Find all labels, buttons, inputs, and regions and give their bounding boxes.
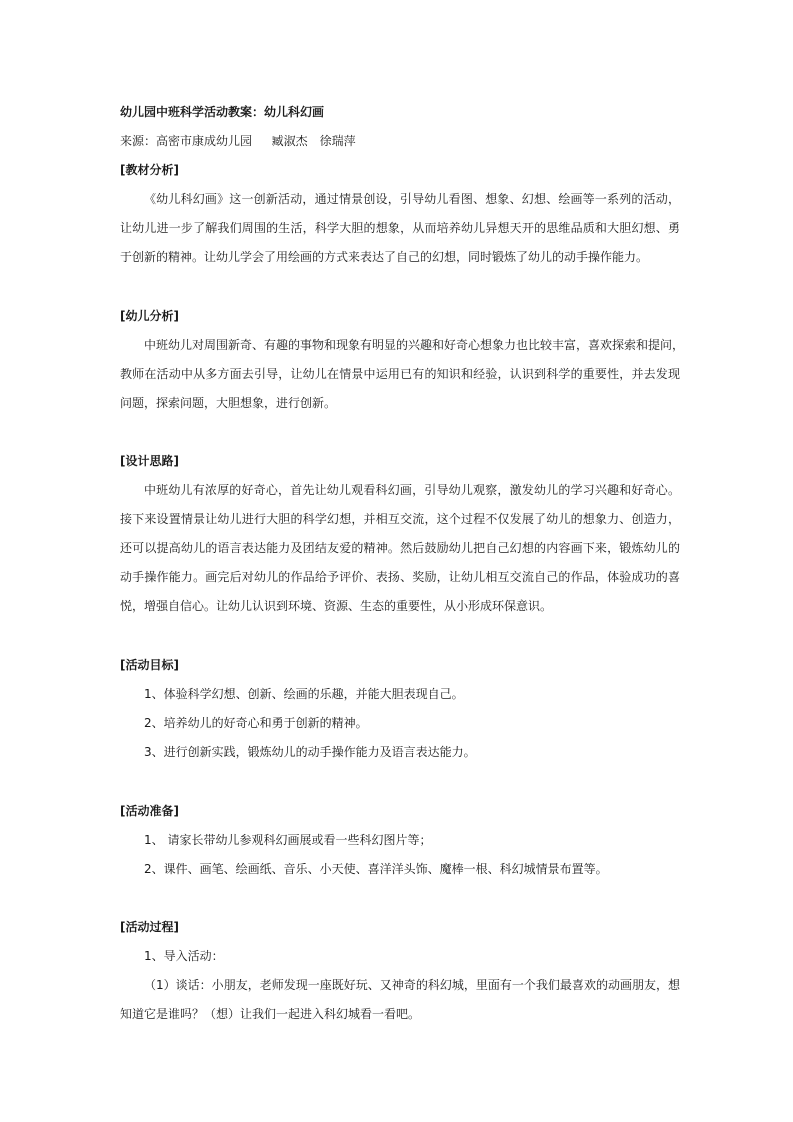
list-item: 1、 请家长带幼儿参观科幻画展或看一些科幻图片等； — [144, 833, 432, 847]
heading-child-analysis: [幼儿分析] — [120, 309, 179, 323]
paragraph-line: 《幼儿科幻画》这一创新活动，通过情景创设，引导幼儿看图、想象、幻想、绘画等一系列的活动， — [144, 192, 680, 206]
paragraph-line: 中班幼儿有浓厚的好奇心，首先让幼儿观看科幻画，引导幼儿观察，激发幼儿的学习兴趣和好奇心。 — [144, 483, 680, 497]
list-item: 2、培养幼儿的好奇心和勇于创新的精神。 — [144, 716, 368, 730]
paragraph-line: （1）谈话：小朋友，老师发现一座既好玩、又神奇的科幻城，里面有一个我们最喜欢的动画朋友，想 — [144, 978, 680, 992]
paragraph-line: 悦，增强自信心。让幼儿认识到环境、资源、生态的重要性，从小形成环保意识。 — [120, 599, 553, 613]
heading-process: [活动过程] — [120, 920, 179, 934]
list-item: 1、体验科学幻想、创新、绘画的乐趣，并能大胆表现自己。 — [144, 687, 464, 701]
list-item: 3、进行创新实践，锻炼幼儿的动手操作能力及语言表达能力。 — [144, 745, 476, 759]
paragraph-line: 问题，探索问题，大胆想象，进行创新。 — [120, 396, 337, 410]
paragraph-line: 教师在活动中从多方面去引导，让幼儿在情景中运用已有的知识和经验，认识到科学的重要性，并去发现 — [120, 367, 680, 381]
document-title: 幼儿园中班科学活动教案：幼儿科幻画 — [120, 105, 325, 119]
paragraph-line: 于创新的精神。让幼儿学会了用绘画的方式来表达了自己的幻想，同时锻炼了幼儿的动手操作能力。 — [120, 250, 649, 264]
paragraph-line: 知道它是谁吗？（想）让我们一起进入科幻城看一看吧。 — [120, 1007, 421, 1021]
paragraph-line: 中班幼儿对周围新奇、有趣的事物和现象有明显的兴趣和好奇心想象力也比较丰富，喜欢探索和提问， — [144, 338, 685, 352]
list-item: 2、课件、画笔、绘画纸、音乐、小天使、喜洋洋头饰、魔棒一根、科幻城情景布置等。 — [144, 862, 608, 876]
heading-material-analysis: [教材分析] — [120, 163, 179, 177]
source-line: 来源：高密市康成幼儿园 臧淑杰 徐瑞萍 — [120, 134, 356, 148]
process-step: 1、导入活动： — [144, 949, 224, 963]
paragraph-line: 动手操作能力。画完后对幼儿的作品给予评价、表扬、奖励，让幼儿相互交流自己的作品，体验成功的喜 — [120, 570, 680, 584]
paragraph-line: 让幼儿进一步了解我们周围的生活，科学大胆的想象，从而培养幼儿异想天开的思维品质和大胆幻想、勇 — [120, 221, 680, 235]
paragraph-line: 接下来设置情景让幼儿进行大胆的科学幻想，并相互交流，这个过程不仅发展了幼儿的想象力、创造力， — [120, 512, 680, 526]
heading-goals: [活动目标] — [120, 658, 179, 672]
paragraph-line: 还可以提高幼儿的语言表达能力及团结友爱的精神。然后鼓励幼儿把自己幻想的内容画下来，锻炼幼儿的 — [120, 541, 680, 555]
heading-preparation: [活动准备] — [120, 804, 179, 818]
heading-design-idea: [设计思路] — [120, 454, 179, 468]
